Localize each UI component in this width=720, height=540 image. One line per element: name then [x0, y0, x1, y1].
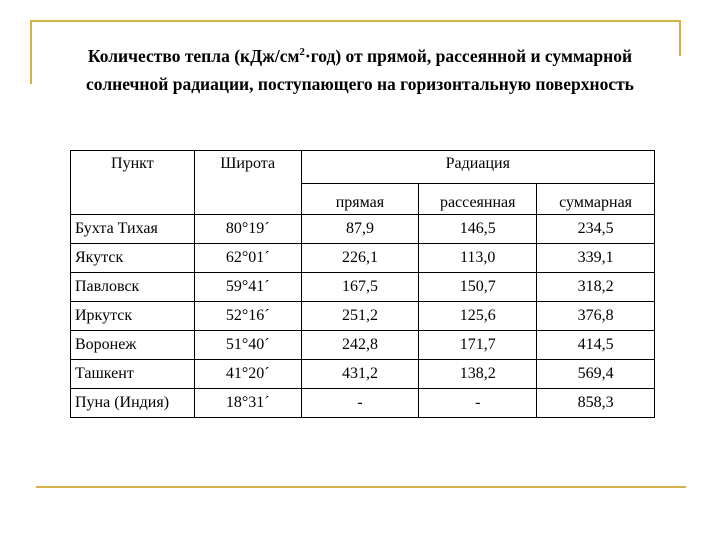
- cell-total: 858,3: [537, 389, 655, 418]
- header-direct: прямая: [301, 184, 419, 215]
- cell-direct: 87,9: [301, 215, 419, 244]
- cell-point: Ташкент: [71, 360, 195, 389]
- radiation-table: [70, 150, 655, 418]
- frame-top-line: [30, 20, 680, 22]
- header-radiation: Радиация: [301, 151, 654, 184]
- cell-point: Бухта Тихая: [71, 215, 195, 244]
- cell-latitude: 51°40´: [194, 331, 301, 360]
- cell-latitude: 18°31´: [194, 389, 301, 418]
- table-row: [71, 273, 655, 302]
- cell-total: 339,1: [537, 244, 655, 273]
- cell-latitude: 59°41´: [194, 273, 301, 302]
- cell-direct: -: [301, 389, 419, 418]
- cell-latitude: 80°19´: [194, 215, 301, 244]
- cell-direct: 226,1: [301, 244, 419, 273]
- cell-diffuse: 125,6: [419, 302, 537, 331]
- cell-total: 569,4: [537, 360, 655, 389]
- cell-direct: 167,5: [301, 273, 419, 302]
- cell-latitude: 41°20´: [194, 360, 301, 389]
- title-superscript: 2: [299, 46, 305, 59]
- cell-point: Иркутск: [71, 302, 195, 331]
- cell-point: Павловск: [71, 273, 195, 302]
- cell-diffuse: 146,5: [419, 215, 537, 244]
- title-line1-part1: Количество тепла (кДж/см: [87, 46, 300, 66]
- cell-total: 376,8: [537, 302, 655, 331]
- frame-left-line: [30, 20, 32, 84]
- cell-latitude: 62°01´: [194, 244, 301, 273]
- title-line1-part2: ·год) от прямой, рассеянной и суммарной: [304, 46, 633, 66]
- header-point: Пункт: [71, 151, 195, 215]
- cell-total: 414,5: [537, 331, 655, 360]
- table-row: [71, 331, 655, 360]
- cell-total: 234,5: [537, 215, 655, 244]
- table-row: [71, 389, 655, 418]
- cell-direct: 431,2: [301, 360, 419, 389]
- cell-diffuse: 171,7: [419, 331, 537, 360]
- cell-diffuse: -: [419, 389, 537, 418]
- header-total: суммарная: [537, 184, 655, 215]
- header-diffuse: рассеянная: [419, 184, 537, 215]
- cell-direct: 242,8: [301, 331, 419, 360]
- cell-latitude: 52°16´: [194, 302, 301, 331]
- header-latitude: Широта: [194, 151, 301, 215]
- table-row: [71, 244, 655, 273]
- cell-diffuse: 150,7: [419, 273, 537, 302]
- cell-diffuse: 138,2: [419, 360, 537, 389]
- cell-diffuse: 113,0: [419, 244, 537, 273]
- table-row: [71, 302, 655, 331]
- slide-title: [36, 42, 684, 98]
- cell-point: Воронеж: [71, 331, 195, 360]
- frame-bottom-line: [36, 486, 686, 488]
- cell-direct: 251,2: [301, 302, 419, 331]
- cell-point: Пуна (Индия): [71, 389, 195, 418]
- table-row: [71, 360, 655, 389]
- cell-point: Якутск: [71, 244, 195, 273]
- cell-total: 318,2: [537, 273, 655, 302]
- title-line2: солнечной радиации, поступающего на горизонтальную поверхность: [86, 74, 634, 94]
- table-row: [71, 215, 655, 244]
